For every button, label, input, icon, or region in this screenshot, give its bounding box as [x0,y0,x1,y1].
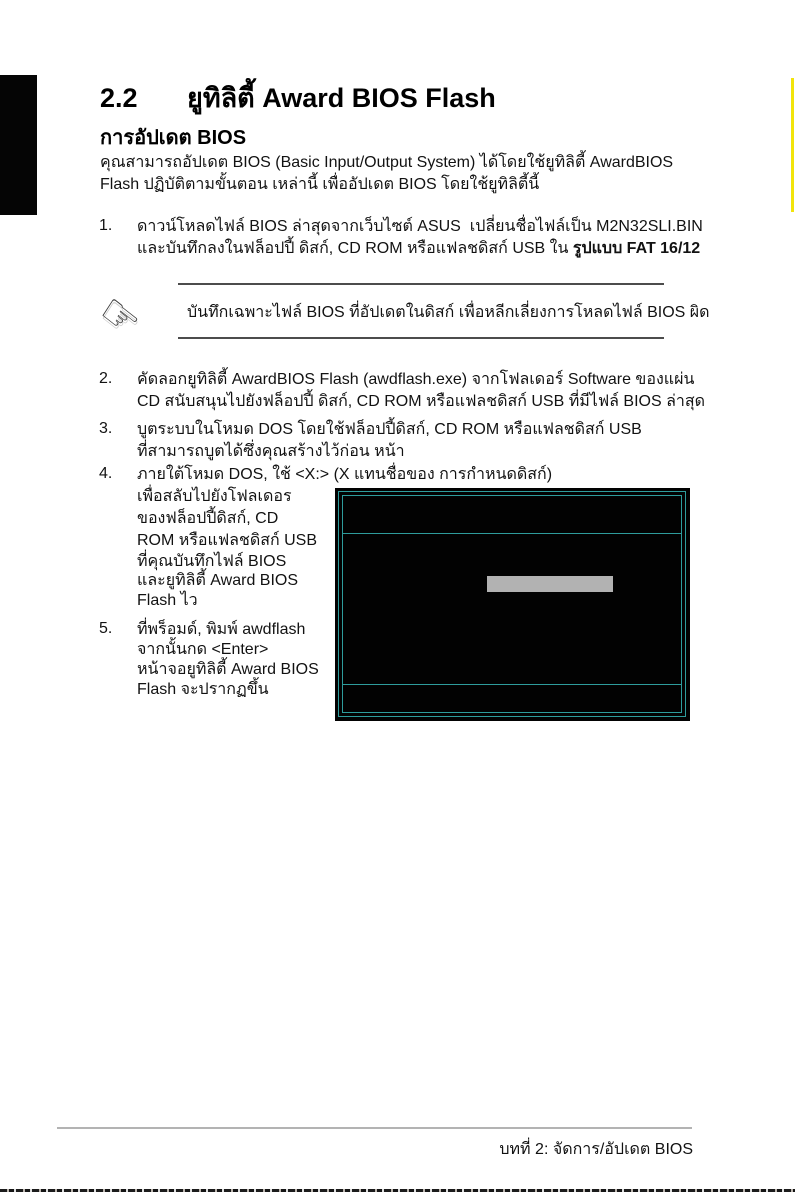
step-3-line-2: ที่สามารถบูตได้ซึ่งคุณสร้างไว้ก่อน หน้า [137,443,405,460]
intro-line-1: คุณสามารถอัปเดต BIOS (Basic Input/Output System) ได้โดยใช้ยูทิลิตี้ AwardBIOS [100,154,674,171]
footer-rule [57,1127,692,1129]
step-2-number: 2. [99,370,113,387]
note-top-rule [178,283,664,285]
award-bios-flash-screenshot [335,488,690,721]
bios-screen-message-divider [343,684,681,685]
chapter-edge-tab [0,75,37,215]
step-3-line-1: บูตระบบในโหมด DOS โดยใช้ฟล็อปปี้ดิสก์, CD ROM หรือแฟลชดิสก์ USB [137,421,642,438]
intro-line-2: Flash ปฏิบัติตามขั้นตอน เหล่านี้ เพื่ออัปเดต BIOS โดยใช้ยูทิลิตี้นี้ [100,176,540,193]
step-1-line-2 [137,239,700,259]
step-1-line-2-bold-text: รูปแบบ FAT 16/12 [572,240,701,257]
bios-progress-bar [487,576,613,592]
note-text: บันทึกเฉพาะไฟล์ BIOS ที่อัปเดตในดิสก์ เพื่อหลีกเลี่ยงการโหลดไฟล์ BIOS ผิด [187,304,710,321]
step-5-number: 5. [99,620,113,637]
step-1-line-1: ดาวน์โหลดไฟล์ BIOS ล่าสุดจากเว็บไซต์ ASUS เปลี่ยนชื่อไฟล์เป็น M2N32SLI.BIN [137,218,703,235]
step-2-line-2: CD สนับสนุนไปยังฟล็อปปี้ ดิสก์, CD ROM หรือแฟลชดิสก์ USB ที่มีไฟล์ BIOS ล่าสุด [137,393,706,410]
step-4-number: 4. [99,465,113,482]
step-5-col-line-4: Flash จะปรากฏขึ้น [137,681,269,698]
pointing-hand-icon: ☞ [89,285,151,348]
footer-chapter-label: บทที่ 2: จัดการ/อัปเดต BIOS [499,1141,693,1158]
step-5-col-line-3: หน้าจอยูทิลิตี้ Award BIOS [137,661,319,678]
step-4-col-line-4: ที่คุณบันทึกไฟล์ BIOS [137,553,287,570]
step-4-col-line-6: Flash ไว [137,592,198,609]
step-4-col-line-3: ROM หรือแฟลชดิสก์ USB [137,532,318,549]
step-4-col-line-5: และยูทิลิตี้ Award BIOS [137,572,299,589]
bios-screen-inner-border [342,495,682,713]
step-4-col-line-2: ของฟล็อปปี้ดิสก์, CD [137,510,279,527]
section-number: 2.2 [100,83,138,113]
step-2-line-1: คัดลอกยูทิลิตี้ AwardBIOS Flash (awdflash.exe) จากโฟลเดอร์ Software ของแผ่น [137,371,695,388]
step-1-number: 1. [99,217,113,234]
step-5-col-line-2: จากนั้นกด <Enter> [137,641,269,658]
step-3-number: 3. [99,420,113,437]
subsection-heading: การอัปเดต BIOS [100,127,247,149]
section-title: ยูทิลิตี้ Award BIOS Flash [187,83,496,113]
note-bottom-rule [178,337,664,339]
page-edge-yellow-line [791,78,794,212]
bios-screen-title-divider [343,533,681,534]
page-bottom-scan-line [0,1189,795,1192]
step-4-col-line-1: เพื่อสลับไปยังโฟลเดอร [137,488,292,505]
step-1-line-2-text: และบันทึกลงในฟล็อปปี้ ดิสก์, CD ROM หรือแฟลชดิสก์ USB ใน [137,240,573,257]
section-title-row [100,76,496,119]
step-4-line-1: ภายใต้โหมด DOS, ใช้ <X:> (X แทนชื่อของ การกำหนดดิสก์) [137,466,553,483]
step-5-col-line-1: ที่พร็อมด์, พิมพ์ awdflash [137,621,306,638]
